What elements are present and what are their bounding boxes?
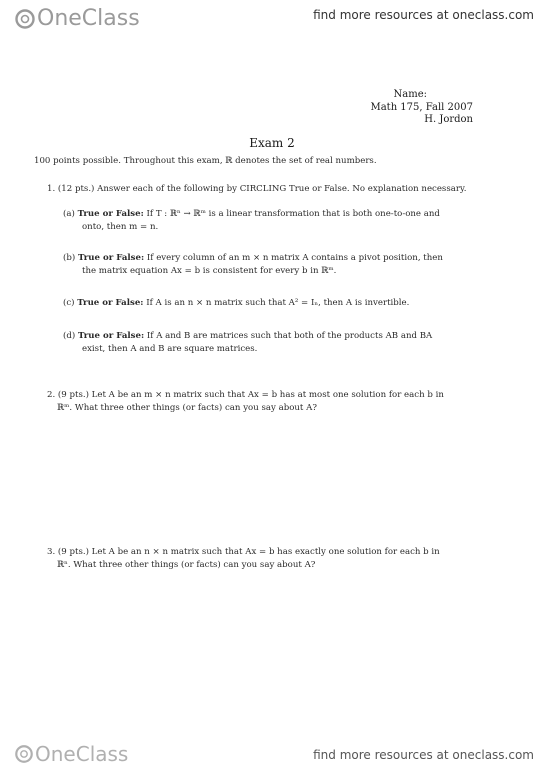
q2-line2: ℝᵐ. What three other things (or facts) can you say about A? (57, 403, 317, 413)
q1d-line2: exist, then A and B are square matrices. (82, 344, 258, 354)
q1d-true-false[interactable]: True or False: (77, 331, 145, 341)
name-label: Name: (393, 89, 427, 100)
q1b-line2: the matrix equation Ax = b is consistent for every b in ℝᵐ. (82, 266, 337, 276)
q1c-marker: (c) (63, 298, 75, 308)
q3-line2: ℝⁿ. What three other things (or facts) can you say about A? (57, 560, 316, 570)
q1-prompt: 1. (12 pts.) Answer each of the following by CIRCLING True or False. No explanation necessary. (47, 184, 467, 194)
q1a-marker: (a) (63, 209, 75, 219)
q1d-item (63, 330, 432, 344)
oneclass-logo-text: OneClass (37, 6, 140, 31)
intro-text: 100 points possible. Throughout this exam, ℝ denotes the set of real numbers. (34, 156, 377, 166)
resources-link-footer[interactable]: find more resources at oneclass.com (313, 748, 534, 762)
resources-link[interactable]: find more resources at oneclass.com (313, 8, 534, 22)
q1b-line1: If every column of an m × n matrix A contains a pivot position, then (146, 253, 443, 263)
q1d-marker: (d) (63, 331, 76, 341)
q2-line1: 2. (9 pts.) Let A be an m × n matrix such that Ax = b has at most one solution for each b in (47, 390, 444, 400)
q1a-line2: onto, then m = n. (82, 222, 159, 232)
q1c-true-false[interactable]: True or False: (77, 298, 144, 308)
oneclass-logo-footer[interactable] (14, 742, 128, 766)
oneclass-logo-footer-text: OneClass (35, 742, 129, 766)
q1a-true-false[interactable]: True or False: (77, 209, 144, 219)
q1c-item (63, 297, 409, 311)
q1c-line1: If A is an n × n matrix such that A² = Iₙ, then A is invertible. (146, 298, 410, 308)
course-line: Math 175, Fall 2007 (370, 102, 473, 113)
q1b-true-false[interactable]: True or False: (77, 253, 145, 263)
oneclass-footer-logo-icon (14, 744, 34, 764)
q1b-marker: (b) (63, 253, 76, 263)
q1a-line1: If T : ℝⁿ → ℝᵐ is a linear transformation that is both one-to-one and (146, 209, 440, 219)
instructor-line: H. Jordon (424, 114, 473, 125)
q1b-item (63, 252, 443, 266)
q3-line1: 3. (9 pts.) Let A be an n × n matrix such that Ax = b has exactly one solution for each b in (47, 547, 440, 557)
exam-title: Exam 2 (249, 136, 295, 150)
q1d-line1: If A and B are matrices such that both of the products AB and BA (146, 331, 433, 341)
q1a-item (63, 208, 440, 222)
